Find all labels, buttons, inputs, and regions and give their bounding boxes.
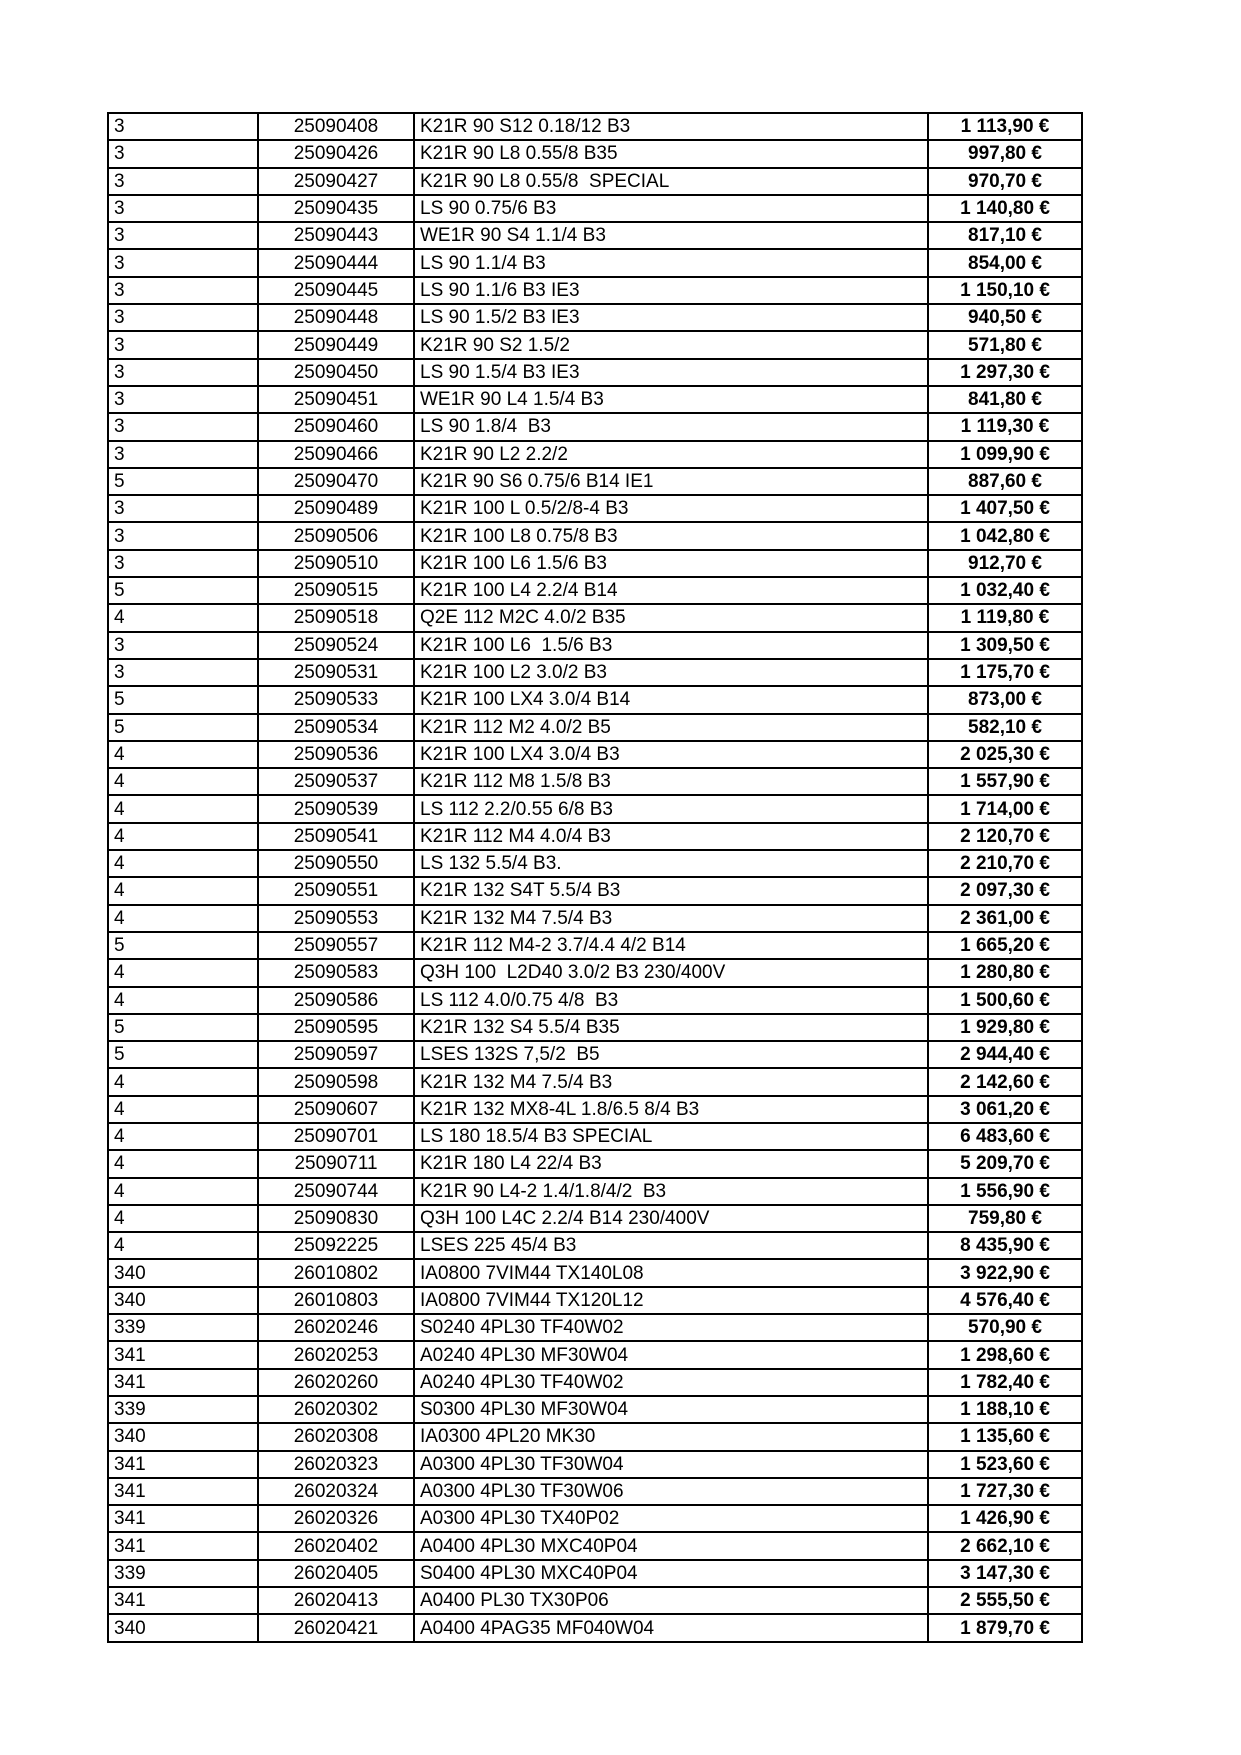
quantity-cell: 5 (108, 577, 258, 604)
price-cell: 2 361,00 € (928, 905, 1082, 932)
table-row (108, 1369, 1082, 1396)
price-cell: 1 280,80 € (928, 959, 1082, 986)
price-list-table (107, 112, 1083, 1643)
description-cell: LS 90 1.8/4 B3 (414, 413, 928, 440)
description-cell: Q3H 100 L2D40 3.0/2 B3 230/400V (414, 959, 928, 986)
description-cell: K21R 90 L4-2 1.4/1.8/4/2 B3 (414, 1178, 928, 1205)
article-code-cell: 25090450 (258, 359, 414, 386)
price-cell: 817,10 € (928, 222, 1082, 249)
article-code-cell: 25090448 (258, 304, 414, 331)
description-cell: LS 90 1.5/2 B3 IE3 (414, 304, 928, 331)
description-cell: Q2E 112 M2C 4.0/2 B35 (414, 604, 928, 631)
quantity-cell: 3 (108, 140, 258, 167)
table-row (108, 1451, 1082, 1478)
description-cell: IA0300 4PL20 MK30 (414, 1423, 928, 1450)
description-cell: K21R 100 L4 2.2/4 B14 (414, 577, 928, 604)
article-code-cell: 25090531 (258, 659, 414, 686)
description-cell: LS 112 4.0/0.75 4/8 B3 (414, 987, 928, 1014)
article-code-cell: 25090533 (258, 686, 414, 713)
quantity-cell: 3 (108, 168, 258, 195)
description-cell: K21R 100 L6 1.5/6 B3 (414, 632, 928, 659)
description-cell: A0400 PL30 TX30P06 (414, 1587, 928, 1614)
quantity-cell: 340 (108, 1423, 258, 1450)
table-row (108, 823, 1082, 850)
description-cell: K21R 90 L2 2.2/2 (414, 441, 928, 468)
description-cell: LSES 132S 7,5/2 B5 (414, 1041, 928, 1068)
article-code-cell: 26020253 (258, 1341, 414, 1368)
price-cell: 2 944,40 € (928, 1041, 1082, 1068)
price-cell: 2 210,70 € (928, 850, 1082, 877)
table-row (108, 168, 1082, 195)
table-row (108, 1150, 1082, 1177)
description-cell: LSES 225 45/4 B3 (414, 1232, 928, 1259)
price-cell: 1 032,40 € (928, 577, 1082, 604)
price-cell: 1 119,80 € (928, 604, 1082, 631)
description-cell: LS 112 2.2/0.55 6/8 B3 (414, 795, 928, 822)
article-code-cell: 26020413 (258, 1587, 414, 1614)
article-code-cell: 25090597 (258, 1041, 414, 1068)
table-row (108, 1178, 1082, 1205)
price-cell: 3 147,30 € (928, 1560, 1082, 1587)
article-code-cell: 25090466 (258, 441, 414, 468)
article-code-cell: 26020402 (258, 1532, 414, 1559)
table-row (108, 1532, 1082, 1559)
price-cell: 1 150,10 € (928, 277, 1082, 304)
price-cell: 1 879,70 € (928, 1614, 1082, 1642)
quantity-cell: 3 (108, 113, 258, 140)
description-cell: IA0800 7VIM44 TX120L12 (414, 1287, 928, 1314)
table-row (108, 604, 1082, 631)
quantity-cell: 5 (108, 1041, 258, 1068)
description-cell: LS 90 0.75/6 B3 (414, 195, 928, 222)
table-row (108, 222, 1082, 249)
description-cell: IA0800 7VIM44 TX140L08 (414, 1259, 928, 1286)
article-code-cell: 25090443 (258, 222, 414, 249)
quantity-cell: 4 (108, 1123, 258, 1150)
article-code-cell: 25090711 (258, 1150, 414, 1177)
quantity-cell: 341 (108, 1505, 258, 1532)
price-cell: 1 099,90 € (928, 441, 1082, 468)
article-code-cell: 25090470 (258, 468, 414, 495)
quantity-cell: 3 (108, 441, 258, 468)
table-row (108, 1041, 1082, 1068)
article-code-cell: 25090449 (258, 331, 414, 358)
price-cell: 6 483,60 € (928, 1123, 1082, 1150)
description-cell: WE1R 90 L4 1.5/4 B3 (414, 386, 928, 413)
description-cell: S0300 4PL30 MF30W04 (414, 1396, 928, 1423)
quantity-cell: 4 (108, 795, 258, 822)
quantity-cell: 339 (108, 1396, 258, 1423)
quantity-cell: 3 (108, 550, 258, 577)
article-code-cell: 26020324 (258, 1478, 414, 1505)
article-code-cell: 26010803 (258, 1287, 414, 1314)
price-cell: 1 782,40 € (928, 1369, 1082, 1396)
table-row (108, 359, 1082, 386)
description-cell: K21R 112 M8 1.5/8 B3 (414, 768, 928, 795)
article-code-cell: 25090583 (258, 959, 414, 986)
price-cell: 1 407,50 € (928, 495, 1082, 522)
description-cell: K21R 132 M4 7.5/4 B3 (414, 905, 928, 932)
description-cell: A0240 4PL30 MF30W04 (414, 1341, 928, 1368)
description-cell: WE1R 90 S4 1.1/4 B3 (414, 222, 928, 249)
table-row (108, 714, 1082, 741)
table-row (108, 686, 1082, 713)
quantity-cell: 3 (108, 386, 258, 413)
description-cell: K21R 100 L2 3.0/2 B3 (414, 659, 928, 686)
quantity-cell: 4 (108, 1068, 258, 1095)
table-row (108, 522, 1082, 549)
price-cell: 997,80 € (928, 140, 1082, 167)
table-row (108, 386, 1082, 413)
price-cell: 1 523,60 € (928, 1451, 1082, 1478)
table-row (108, 632, 1082, 659)
article-code-cell: 25090557 (258, 932, 414, 959)
description-cell: K21R 132 S4 5.5/4 B35 (414, 1014, 928, 1041)
price-cell: 571,80 € (928, 331, 1082, 358)
quantity-cell: 4 (108, 877, 258, 904)
price-cell: 1 188,10 € (928, 1396, 1082, 1423)
table-row (108, 850, 1082, 877)
quantity-cell: 3 (108, 222, 258, 249)
article-code-cell: 25090435 (258, 195, 414, 222)
article-code-cell: 26020260 (258, 1369, 414, 1396)
table-row (108, 1396, 1082, 1423)
article-code-cell: 26010802 (258, 1259, 414, 1286)
description-cell: K21R 100 L6 1.5/6 B3 (414, 550, 928, 577)
quantity-cell: 4 (108, 987, 258, 1014)
table-row (108, 550, 1082, 577)
quantity-cell: 3 (108, 195, 258, 222)
article-code-cell: 25090537 (258, 768, 414, 795)
price-cell: 1 135,60 € (928, 1423, 1082, 1450)
description-cell: K21R 180 L4 22/4 B3 (414, 1150, 928, 1177)
description-cell: K21R 90 L8 0.55/8 B35 (414, 140, 928, 167)
table-row (108, 905, 1082, 932)
price-cell: 8 435,90 € (928, 1232, 1082, 1259)
quantity-cell: 4 (108, 905, 258, 932)
article-code-cell: 25090524 (258, 632, 414, 659)
price-cell: 582,10 € (928, 714, 1082, 741)
price-table-body (108, 113, 1082, 1642)
description-cell: K21R 90 S2 1.5/2 (414, 331, 928, 358)
quantity-cell: 3 (108, 331, 258, 358)
description-cell: K21R 90 L8 0.55/8 SPECIAL (414, 168, 928, 195)
price-cell: 912,70 € (928, 550, 1082, 577)
article-code-cell: 25092225 (258, 1232, 414, 1259)
quantity-cell: 341 (108, 1478, 258, 1505)
price-cell: 1 714,00 € (928, 795, 1082, 822)
price-cell: 873,00 € (928, 686, 1082, 713)
quantity-cell: 339 (108, 1314, 258, 1341)
quantity-cell: 341 (108, 1587, 258, 1614)
description-cell: K21R 132 M4 7.5/4 B3 (414, 1068, 928, 1095)
article-code-cell: 25090550 (258, 850, 414, 877)
table-row (108, 1096, 1082, 1123)
table-row (108, 1232, 1082, 1259)
article-code-cell: 25090427 (258, 168, 414, 195)
quantity-cell: 341 (108, 1369, 258, 1396)
table-row (108, 1287, 1082, 1314)
description-cell: A0400 4PAG35 MF040W04 (414, 1614, 928, 1642)
article-code-cell: 25090607 (258, 1096, 414, 1123)
description-cell: K21R 90 S6 0.75/6 B14 IE1 (414, 468, 928, 495)
table-row (108, 113, 1082, 140)
description-cell: LS 90 1.5/4 B3 IE3 (414, 359, 928, 386)
description-cell: K21R 112 M4-2 3.7/4.4 4/2 B14 (414, 932, 928, 959)
quantity-cell: 3 (108, 304, 258, 331)
article-code-cell: 25090510 (258, 550, 414, 577)
table-row (108, 577, 1082, 604)
article-code-cell: 25090451 (258, 386, 414, 413)
price-cell: 570,90 € (928, 1314, 1082, 1341)
price-cell: 1 175,70 € (928, 659, 1082, 686)
article-code-cell: 26020326 (258, 1505, 414, 1532)
article-code-cell: 26020308 (258, 1423, 414, 1450)
quantity-cell: 4 (108, 1232, 258, 1259)
description-cell: K21R 90 S12 0.18/12 B3 (414, 113, 928, 140)
quantity-cell: 4 (108, 850, 258, 877)
table-row (108, 932, 1082, 959)
quantity-cell: 3 (108, 277, 258, 304)
price-cell: 4 576,40 € (928, 1287, 1082, 1314)
article-code-cell: 25090701 (258, 1123, 414, 1150)
table-row (108, 1205, 1082, 1232)
table-row (108, 140, 1082, 167)
price-cell: 2 120,70 € (928, 823, 1082, 850)
article-code-cell: 25090408 (258, 113, 414, 140)
table-row (108, 304, 1082, 331)
article-code-cell: 25090539 (258, 795, 414, 822)
table-row (108, 795, 1082, 822)
quantity-cell: 4 (108, 1178, 258, 1205)
article-code-cell: 26020323 (258, 1451, 414, 1478)
description-cell: K21R 112 M4 4.0/4 B3 (414, 823, 928, 850)
article-code-cell: 25090445 (258, 277, 414, 304)
quantity-cell: 4 (108, 741, 258, 768)
article-code-cell: 25090444 (258, 249, 414, 276)
price-cell: 3 061,20 € (928, 1096, 1082, 1123)
description-cell: A0300 4PL30 TF30W04 (414, 1451, 928, 1478)
price-cell: 2 662,10 € (928, 1532, 1082, 1559)
quantity-cell: 4 (108, 959, 258, 986)
quantity-cell: 339 (108, 1560, 258, 1587)
price-cell: 1 929,80 € (928, 1014, 1082, 1041)
quantity-cell: 3 (108, 632, 258, 659)
price-cell: 854,00 € (928, 249, 1082, 276)
article-code-cell: 25090489 (258, 495, 414, 522)
table-row (108, 468, 1082, 495)
description-cell: A0300 4PL30 TF30W06 (414, 1478, 928, 1505)
table-row (108, 249, 1082, 276)
table-row (108, 1478, 1082, 1505)
article-code-cell: 25090598 (258, 1068, 414, 1095)
price-cell: 1 140,80 € (928, 195, 1082, 222)
article-code-cell: 25090830 (258, 1205, 414, 1232)
description-cell: A0400 4PL30 MXC40P04 (414, 1532, 928, 1559)
price-cell: 1 557,90 € (928, 768, 1082, 795)
description-cell: A0240 4PL30 TF40W02 (414, 1369, 928, 1396)
table-row (108, 277, 1082, 304)
description-cell: K21R 100 LX4 3.0/4 B14 (414, 686, 928, 713)
description-cell: K21R 112 M2 4.0/2 B5 (414, 714, 928, 741)
description-cell: K21R 100 L 0.5/2/8-4 B3 (414, 495, 928, 522)
table-row (108, 1560, 1082, 1587)
price-cell: 1 119,30 € (928, 413, 1082, 440)
description-cell: K21R 100 LX4 3.0/4 B3 (414, 741, 928, 768)
quantity-cell: 4 (108, 1096, 258, 1123)
quantity-cell: 5 (108, 468, 258, 495)
article-code-cell: 26020302 (258, 1396, 414, 1423)
price-cell: 1 297,30 € (928, 359, 1082, 386)
quantity-cell: 5 (108, 686, 258, 713)
table-row (108, 1341, 1082, 1368)
table-row (108, 1259, 1082, 1286)
table-row (108, 1123, 1082, 1150)
price-cell: 887,60 € (928, 468, 1082, 495)
table-row (108, 195, 1082, 222)
price-cell: 2 025,30 € (928, 741, 1082, 768)
article-code-cell: 26020246 (258, 1314, 414, 1341)
quantity-cell: 4 (108, 1150, 258, 1177)
description-cell: LS 132 5.5/4 B3. (414, 850, 928, 877)
quantity-cell: 341 (108, 1532, 258, 1559)
article-code-cell: 25090515 (258, 577, 414, 604)
quantity-cell: 5 (108, 1014, 258, 1041)
quantity-cell: 4 (108, 1205, 258, 1232)
description-cell: A0300 4PL30 TX40P02 (414, 1505, 928, 1532)
price-cell: 1 298,60 € (928, 1341, 1082, 1368)
quantity-cell: 3 (108, 495, 258, 522)
price-cell: 940,50 € (928, 304, 1082, 331)
quantity-cell: 341 (108, 1451, 258, 1478)
table-row (108, 741, 1082, 768)
price-cell: 1 426,90 € (928, 1505, 1082, 1532)
table-row (108, 413, 1082, 440)
table-row (108, 331, 1082, 358)
description-cell: LS 90 1.1/6 B3 IE3 (414, 277, 928, 304)
article-code-cell: 25090460 (258, 413, 414, 440)
description-cell: K21R 132 MX8-4L 1.8/6.5 8/4 B3 (414, 1096, 928, 1123)
table-row (108, 1068, 1082, 1095)
price-cell: 970,70 € (928, 168, 1082, 195)
quantity-cell: 3 (108, 659, 258, 686)
price-cell: 1 113,90 € (928, 113, 1082, 140)
quantity-cell: 5 (108, 714, 258, 741)
quantity-cell: 4 (108, 768, 258, 795)
article-code-cell: 25090553 (258, 905, 414, 932)
quantity-cell: 4 (108, 823, 258, 850)
article-code-cell: 25090551 (258, 877, 414, 904)
table-row (108, 877, 1082, 904)
article-code-cell: 25090586 (258, 987, 414, 1014)
quantity-cell: 4 (108, 604, 258, 631)
price-cell: 759,80 € (928, 1205, 1082, 1232)
article-code-cell: 25090534 (258, 714, 414, 741)
quantity-cell: 5 (108, 932, 258, 959)
article-code-cell: 25090541 (258, 823, 414, 850)
description-cell: Q3H 100 L4C 2.2/4 B14 230/400V (414, 1205, 928, 1232)
price-cell: 1 727,30 € (928, 1478, 1082, 1505)
article-code-cell: 25090595 (258, 1014, 414, 1041)
article-code-cell: 25090536 (258, 741, 414, 768)
quantity-cell: 341 (108, 1341, 258, 1368)
table-row (108, 1614, 1082, 1642)
description-cell: K21R 100 L8 0.75/8 B3 (414, 522, 928, 549)
table-row (108, 1587, 1082, 1614)
price-cell: 1 309,50 € (928, 632, 1082, 659)
price-cell: 1 556,90 € (928, 1178, 1082, 1205)
price-cell: 1 042,80 € (928, 522, 1082, 549)
article-code-cell: 25090518 (258, 604, 414, 631)
quantity-cell: 340 (108, 1259, 258, 1286)
quantity-cell: 340 (108, 1287, 258, 1314)
price-cell: 841,80 € (928, 386, 1082, 413)
price-cell: 2 097,30 € (928, 877, 1082, 904)
price-cell: 1 665,20 € (928, 932, 1082, 959)
article-code-cell: 25090744 (258, 1178, 414, 1205)
quantity-cell: 340 (108, 1614, 258, 1642)
description-cell: LS 180 18.5/4 B3 SPECIAL (414, 1123, 928, 1150)
price-cell: 2 142,60 € (928, 1068, 1082, 1095)
article-code-cell: 25090426 (258, 140, 414, 167)
price-cell: 2 555,50 € (928, 1587, 1082, 1614)
article-code-cell: 26020405 (258, 1560, 414, 1587)
table-row (108, 495, 1082, 522)
table-row (108, 1314, 1082, 1341)
description-cell: S0400 4PL30 MXC40P04 (414, 1560, 928, 1587)
table-row (108, 987, 1082, 1014)
price-cell: 5 209,70 € (928, 1150, 1082, 1177)
table-row (108, 441, 1082, 468)
description-cell: S0240 4PL30 TF40W02 (414, 1314, 928, 1341)
table-row (108, 768, 1082, 795)
quantity-cell: 3 (108, 249, 258, 276)
article-code-cell: 26020421 (258, 1614, 414, 1642)
description-cell: K21R 132 S4T 5.5/4 B3 (414, 877, 928, 904)
quantity-cell: 3 (108, 522, 258, 549)
quantity-cell: 3 (108, 359, 258, 386)
price-cell: 1 500,60 € (928, 987, 1082, 1014)
table-row (108, 1014, 1082, 1041)
table-row (108, 659, 1082, 686)
description-cell: LS 90 1.1/4 B3 (414, 249, 928, 276)
price-cell: 3 922,90 € (928, 1259, 1082, 1286)
quantity-cell: 3 (108, 413, 258, 440)
table-row (108, 1505, 1082, 1532)
article-code-cell: 25090506 (258, 522, 414, 549)
table-row (108, 959, 1082, 986)
table-row (108, 1423, 1082, 1450)
